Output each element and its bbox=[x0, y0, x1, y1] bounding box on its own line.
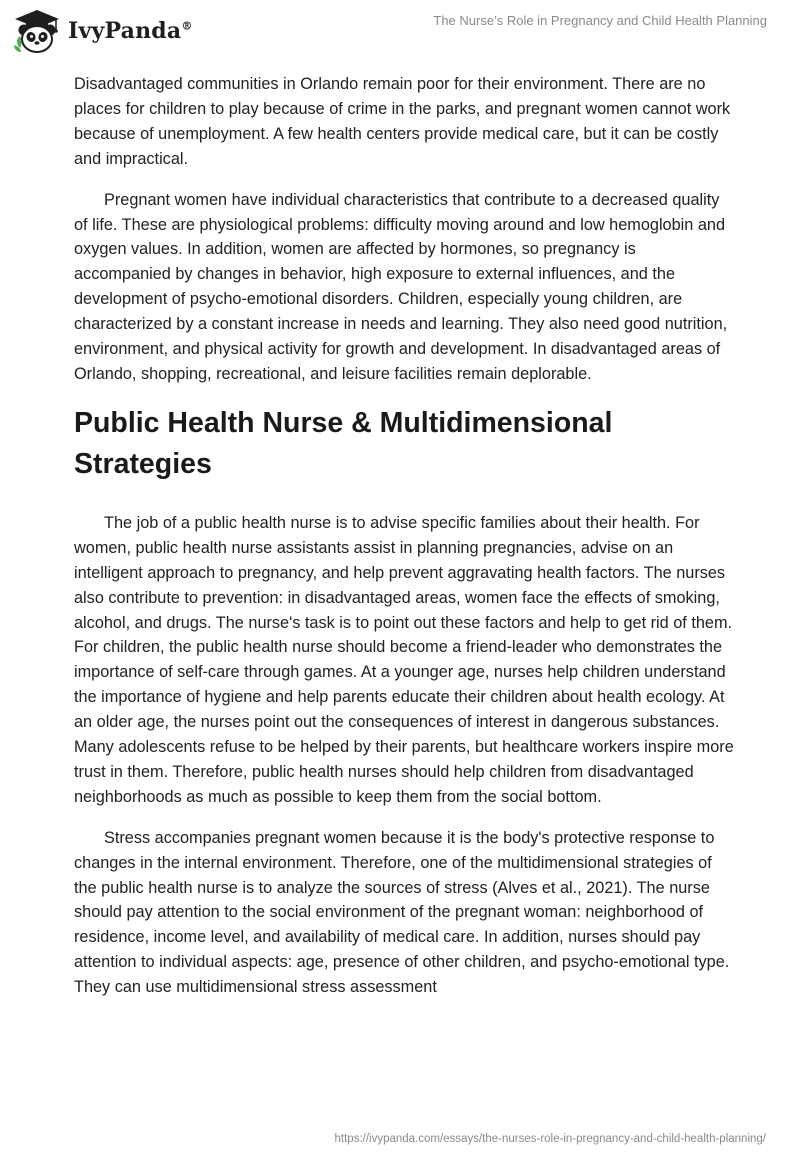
paragraph-4: Stress accompanies pregnant women because it is the body's protective response to changes in the internal environment. Therefore, one of the multidimensional strategies of the public health nurse is to analyze the sources of stress (Alves et al., 2021). The nurse should pay attention to the social environment of the pregnant woman: neighborhood of residence, income level, and availability of medical care. In addition, nurses should pay attention to individual aspects: age, presence of other children, and psycho-emotional type. They can use multidimensional stress assessment bbox=[74, 828, 730, 997]
document-title: The Nurse’s Role in Pregnancy and Child Health Planning bbox=[433, 13, 767, 28]
section-heading: Public Health Nurse & Multidimensional Strategies bbox=[74, 406, 613, 480]
paragraph-2: Pregnant women have individual characteristics that contribute to a decreased quality of life. These are physiological problems: difficulty moving around and low hemoglobin and oxygen values. In addition, women are affected by hormones, so pregnancy is accompanied by changes in behavior, high exposure to external influences, and the development of psycho-emotional disorders. Children, especially young children, are characterized by a constant increase in needs and learning. They also need good nutrition, environment, and physical activity for growth and development. In disadvantaged areas of Orlando, shopping, recreational, and leisure facilities remain deplorable. bbox=[74, 190, 728, 383]
ivypanda-logo[interactable] bbox=[12, 8, 193, 54]
paragraph-3: The job of a public health nurse is to advise specific families about their health. For women, public health nurse assistants assist in planning pregnancies, advise on an intelligent approach to pregnancy, and help prevent aggravating health factors. The nurses also contribute to prevention: in disadvantaged areas, women face the effects of smoking, alcohol, and drugs. The nurse's task is to point out these factors and help to get rid of them. For children, the public health nurse should become a friend-leader who demonstrates the importance of self-care through games. At a younger age, nurses help children understand the importance of hygiene and help parents educate their children about health ecology. At an older age, the nurses point out the consequences of interest in dangerous substances. Many adolescents refuse to be helped by their parents, but healthcare workers inspire more trust in them. Therefore, public health nurses should help children from disadvantaged neighborhoods as much as possible to keep them from the social bottom. bbox=[74, 513, 734, 806]
brand-name: IvyPanda® bbox=[68, 18, 193, 44]
registered-mark: ® bbox=[181, 19, 193, 33]
article-body bbox=[74, 72, 734, 1016]
panda-graduate-icon bbox=[12, 8, 62, 54]
source-url[interactable]: https://ivypanda.com/essays/the-nurses-role-in-pregnancy-and-child-health-planning/ bbox=[334, 1133, 766, 1145]
paragraph-1: Disadvantaged communities in Orlando remain poor for their environment. There are no places for children to play because of crime in the parks, and pregnant women cannot work because of unemployment. A few health centers provide medical care, but it can be costly and impractical. bbox=[74, 75, 731, 168]
page-header bbox=[0, 0, 800, 64]
